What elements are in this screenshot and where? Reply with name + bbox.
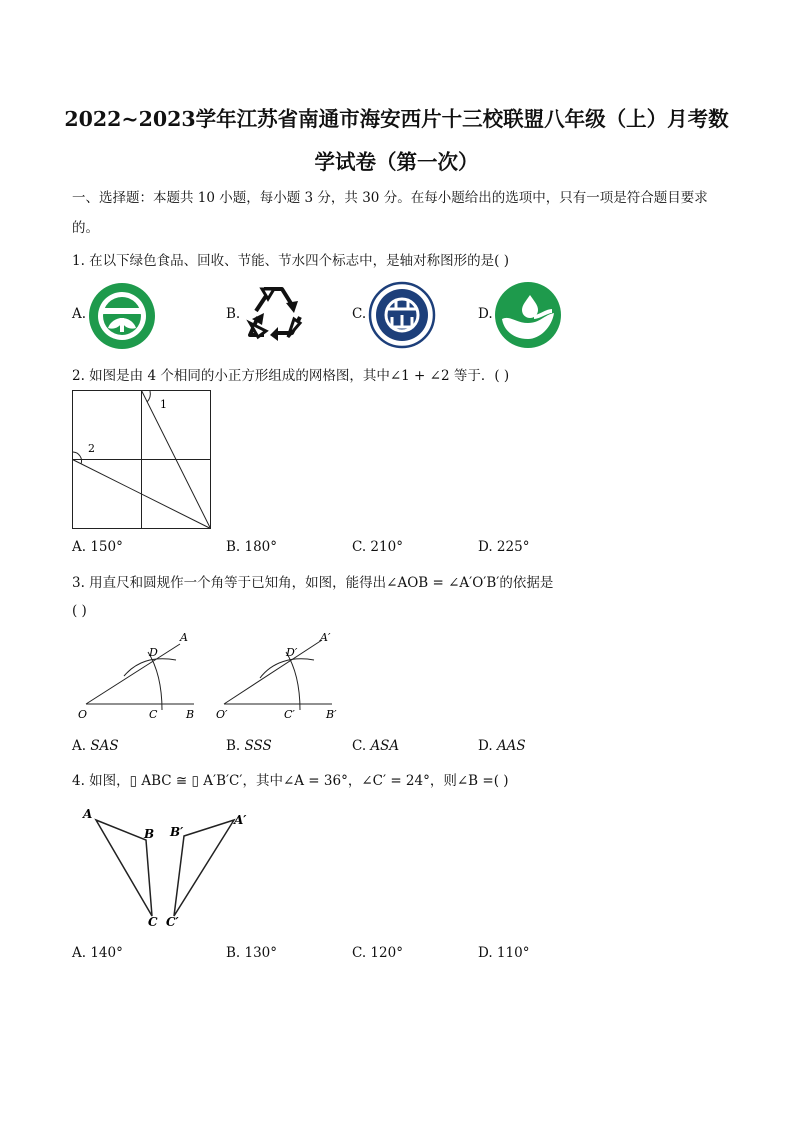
recycle-logo [242, 283, 308, 347]
q3-angle-figure-right [214, 628, 350, 724]
q3-option-b: B. SSS [226, 738, 272, 754]
label-o-prime: O′ [216, 708, 228, 721]
label-c: C [148, 915, 158, 929]
angle-2-label: 2 [88, 442, 95, 455]
q2-option-a: A. 150° [72, 539, 123, 555]
q2-option-b: B. 180° [226, 539, 278, 555]
ray-oa [86, 644, 180, 704]
q3-option-d: D. AAS [478, 738, 526, 754]
label-c-prime: C′ [166, 915, 179, 929]
angle-1-arc [147, 391, 150, 402]
q3-stem: 3. 用直尺和圆规作一个角等于已知角，如图，能得出∠AOB = ∠A′O′B′的依据是 [72, 575, 554, 591]
q2-grid-figure [72, 390, 212, 530]
label-a-prime: A′ [234, 813, 247, 827]
label-d-prime: D′ [286, 646, 298, 659]
arc-c-d-prime [286, 652, 300, 710]
green-food-logo [88, 282, 156, 350]
water-saving-logo [494, 281, 562, 349]
q4-option-d: D. 110° [478, 945, 530, 961]
q2-option-c: C. 210° [352, 539, 403, 555]
angle-1-label: 1 [160, 398, 167, 411]
label-o: O [78, 708, 88, 721]
section-instruction-line1: 一、选择题：本题共 10 小题，每小题 3 分，共 30 分。在每小题给出的选项中，只有一项是符合题目要求 [72, 190, 708, 206]
q1-stem: 1. 在以下绿色食品、回收、节能、节水四个标志中，是轴对称图形的是( ) [72, 253, 509, 269]
q3-paren: ( ) [72, 603, 87, 619]
q4-option-a: A. 140° [72, 945, 123, 961]
q1-option-d-label: D. [478, 306, 493, 322]
q3-option-c: C. ASA [352, 738, 400, 754]
label-a: A [83, 807, 93, 821]
ray-o-a-prime [224, 640, 322, 704]
label-a-prime: A′ [320, 631, 331, 644]
energy-saving-logo [368, 281, 436, 349]
q4-option-b: B. 130° [226, 945, 278, 961]
section-instruction-line2: 的。 [72, 220, 99, 236]
label-c-prime: C′ [284, 708, 295, 721]
label-c: C [149, 708, 158, 721]
q1-option-a-label: A. [72, 306, 87, 322]
arc-d [124, 659, 176, 676]
q2-stem: 2. 如图是由 4 个相同的小正方形组成的网格图，其中∠1 + ∠2 等于．( ) [72, 368, 510, 384]
page-title-line2: 学试卷（第一次） [314, 150, 479, 174]
q4-stem: 4. 如图，▯ ABC ≅ ▯ A′B′C′，其中∠A = 36°，∠C′ = 24°，则∠B =( ) [72, 773, 509, 789]
page-title-line1: 2022~2023学年江苏省南通市海安西片十三校联盟八年级（上）月考数 [64, 107, 729, 131]
q3-angle-figure-left [76, 628, 206, 724]
label-b: B [186, 708, 195, 721]
q2-option-d: D. 225° [478, 539, 530, 555]
label-a: A [180, 631, 188, 644]
q1-option-c-label: C. [352, 306, 367, 322]
q4-option-c: C. 120° [352, 945, 403, 961]
label-b-prime: B′ [326, 708, 337, 721]
q3-option-a: A. SAS [72, 738, 119, 754]
q4-triangles-figure [80, 800, 270, 932]
q1-option-b-label: B. [226, 306, 241, 322]
label-b-prime: B′ [170, 825, 184, 839]
label-b: B [144, 827, 155, 841]
label-d: D [149, 646, 158, 659]
